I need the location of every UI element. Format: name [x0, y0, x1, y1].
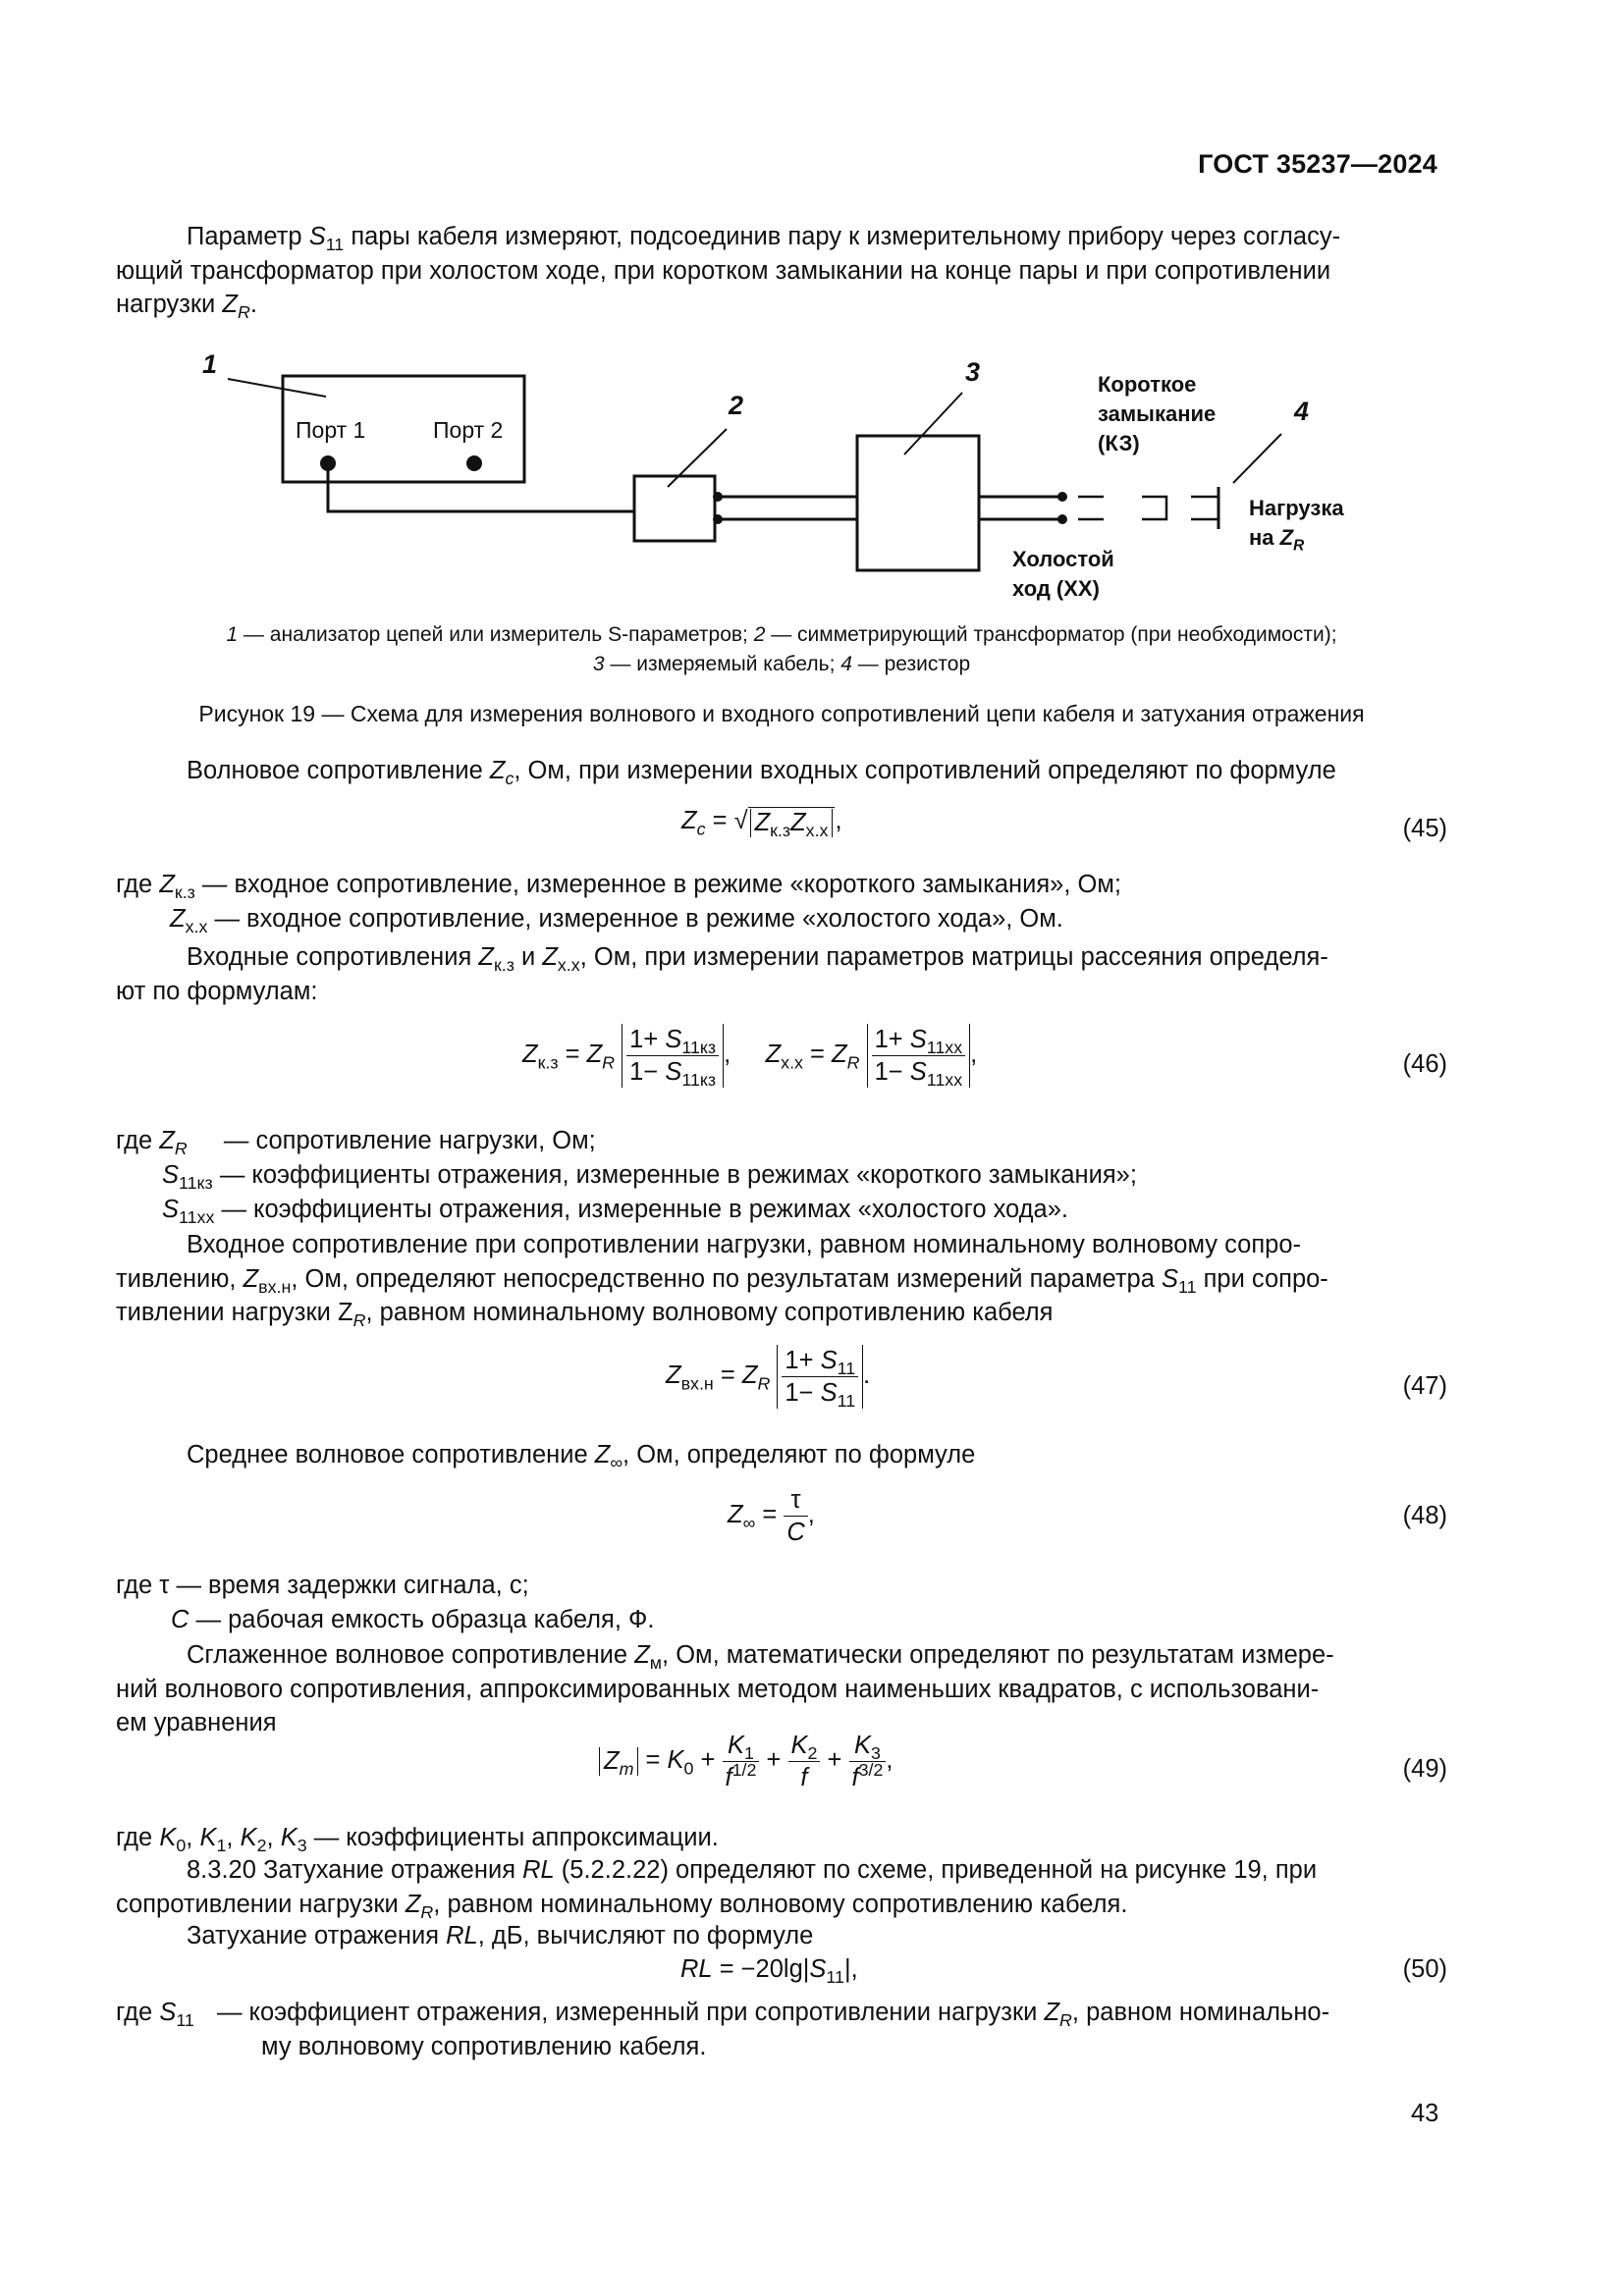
equation-47-number: (47) [1402, 1372, 1447, 1400]
balun-box [634, 476, 715, 541]
open-circuit-label: Холостой ход (ХХ) [1012, 547, 1114, 601]
figure-legend: 1 — анализатор цепей или измеритель S-параметров; 2 — симметрирующий трансформатор (при необходимости); 3 — измеряемый кабель; 4 — резистор [226, 623, 1337, 675]
return-loss-paragraph: 8.3.20 Затухание отражения RL (5.2.2.22) определяют по схеме, приведенной на рисунке 19, при сопротивлении нагрузки $Z_R$, равном номинальному волновому сопротивлению кабеля. [116, 1856, 1318, 1922]
where-46-line-2: $S_{11кз}$ — коэффициенты отражения, измеренные в режимах «короткого замыкания»; [162, 1161, 1137, 1194]
short-circuit-label: Короткое замыкание (КЗ) [1098, 372, 1217, 455]
callout-1-label: 1 [202, 349, 218, 379]
measurement-circuit-diagram [0, 0, 1624, 628]
callout-3-label: 3 [965, 357, 981, 387]
balun-terminal-bottom [713, 514, 723, 524]
cable-end-terminal-top [1057, 492, 1067, 502]
port2-terminal [466, 455, 482, 471]
equation-46-number: (46) [1402, 1050, 1447, 1078]
load-label: Нагрузка на $Z_R$ [1249, 496, 1344, 555]
balun-terminal-top [713, 492, 723, 502]
equation-45-number: (45) [1402, 815, 1447, 842]
callout-2-leader [668, 429, 727, 487]
equation-49: $Z_m = K_0$ + $\frac{K_1}{f^{1/2}}$ + $\frac{K_2}{f}$ + $\frac{K_3}{f^{3/2}}$ , [599, 1730, 893, 1793]
port1-terminal [320, 455, 336, 471]
document-code-header: ГОСТ 35237—2024 [1198, 149, 1437, 179]
equation-45: $Z_c$ = √ $Z_{к.з}Z_{х.х}$ , [681, 807, 842, 840]
where-50-line-1: где $S_{11}$ — коэффициент отражения, измеренный при сопротивлении нагрузки $Z_R$, равном номинально- [116, 1999, 1330, 2031]
equation-47: $Z_{вх.н} = Z_R$ $\frac{1+ S_{11}}{1- S_{11}}$ . [666, 1347, 871, 1412]
equation-48: $Z_\infty$ = $\frac{\tau}{C}$ , [728, 1486, 815, 1546]
return-loss-intro: Затухание отражения RL, дБ, вычисляют по формуле [187, 1922, 814, 1949]
where-48-line-1: где τ — время задержки сигнала, с; [116, 1572, 529, 1599]
callout-2-label: 2 [729, 391, 744, 420]
wave-impedance-intro: Волновое сопротивление $Z_c$, Ом, при измерении входных сопротивлений определяют по формуле [187, 757, 1336, 789]
where-46-line-3: $S_{11хх}$ — коэффициенты отражения, измеренные в режимах «холостого хода». [162, 1196, 1069, 1228]
input-impedance-intro: Входные сопротивления $Z_{к.з}$ и $Z_{х.х}$, Ом, при измерении параметров матрицы рассеяния определя- ют по формулам: [116, 943, 1328, 1005]
where-50-line-2: му волновому сопротивлению кабеля. [261, 2033, 707, 2060]
equation-49-number: (49) [1402, 1755, 1447, 1783]
figure-caption: Рисунок 19 — Схема для измерения волнового и входного сопротивлений цепи кабеля и затухания отражения [198, 701, 1365, 726]
callout-1-leader [228, 379, 326, 397]
port1-label: Порт 1 [296, 417, 366, 443]
where-49-line: где $K_0$, $K_1$, $K_2$, $K_3$ — коэффициенты аппроксимации. [116, 1824, 719, 1856]
smoothed-impedance-paragraph: Сглаженное волновое сопротивление $Z_м$, Ом, математически определяют по результатам измере- ний волнового сопротивления, аппроксимированных методом наименьших квадратов, с использовани- ем уравнения [116, 1641, 1334, 1736]
short-circuit-symbol [1142, 497, 1166, 519]
equation-50-number: (50) [1402, 1955, 1447, 1983]
equation-50: RL = $-20\lg|S_{11}|$, [680, 1955, 858, 1988]
matched-input-impedance-paragraph: Входное сопротивление при сопротивлении нагрузки, равном номинальному волновому сопро- тивлению, $Z_{вх.н}$, Ом, определяют непосредственно по результатам измерений параметра $S_{11}$ при сопро- тивлении нагрузки $Z_R$, равном номинальному волновому сопротивлению кабеля [116, 1231, 1328, 1331]
equation-46: $Z_{к.з} = Z_R$ $\frac{1+ S_{11кз}}{1- S_{11кз}}$ , $Z_{х.х} = Z_R$ $\frac{1+ S_{11хх}}{1- S_{11хх}}$ , [522, 1026, 978, 1091]
where-45-line-2: $Z_{х.х}$ — входное сопротивление, измеренное в режиме «холостого хода», Ом. [170, 905, 1063, 937]
where-48-line-2: C — рабочая емкость образца кабеля, Ф. [171, 1606, 655, 1633]
where-46-line-1: где $Z_R$ — сопротивление нагрузки, Ом; [116, 1127, 596, 1159]
cable-box [857, 436, 979, 570]
equation-48-number: (48) [1402, 1502, 1447, 1529]
where-45-line-1: где $Z_{к.з}$ — входное сопротивление, измеренное в режиме «короткого замыкания», Ом; [116, 871, 1121, 903]
port1-feed-line [328, 463, 634, 511]
callout-3-leader [904, 393, 962, 454]
cable-end-terminal-bottom [1057, 514, 1067, 524]
callout-4-label: 4 [1294, 397, 1310, 426]
callout-4-leader [1233, 434, 1281, 483]
intro-paragraph: Параметр $S_{11}$ пары кабеля измеряют, подсоединив пару к измерительному прибору через согласу- ющий трансформатор при холостом ходе, при коротком замыкании на конце пары и при сопротивлении нагрузки $Z_R$. [116, 223, 1341, 323]
mean-impedance-intro: Среднее волновое сопротивление $Z_\infty$, Ом, определяют по формуле [187, 1441, 976, 1473]
page-number: 43 [1411, 2100, 1439, 2127]
port2-label: Порт 2 [433, 417, 504, 443]
